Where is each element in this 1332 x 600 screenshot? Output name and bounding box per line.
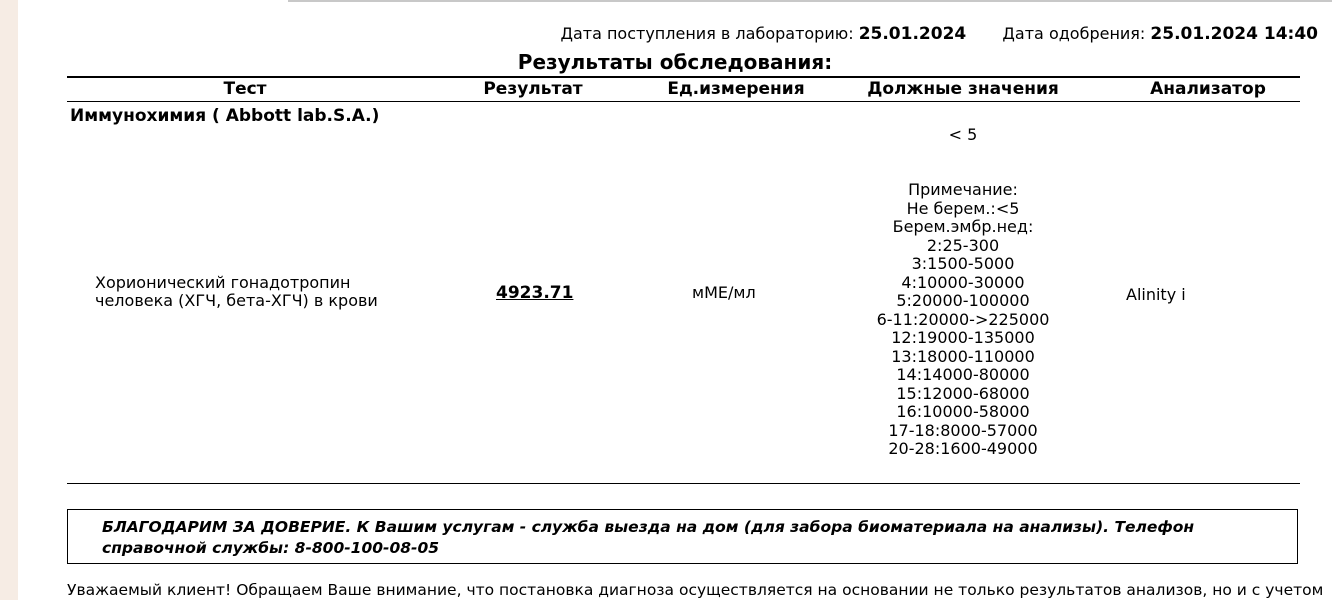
reference-note-line: 12:19000-135000 <box>891 328 1035 347</box>
notice-box: БЛАГОДАРИМ ЗА ДОВЕРИЕ. К Вашим услугам - служба выезда на дом (для забора биоматериала на анализы). Телефон справочной службы: 8-800-100-08-05 <box>67 509 1298 564</box>
reference-note-line: 14:14000-80000 <box>896 365 1030 384</box>
col-header-test: Тест <box>223 79 267 99</box>
lab-report-page <box>18 0 1332 600</box>
disclaimer-text: Уважаемый клиент! Обращаем Ваше внимание, что постановка диагноза осуществляется на основании не только результатов анализов, но и с учетом <box>67 581 1324 599</box>
unit-value: мМЕ/мл <box>692 283 756 302</box>
approved-date-label: Дата одобрения: <box>1002 24 1146 43</box>
report-dates <box>560 24 1318 44</box>
received-date-value: 25.01.2024 <box>858 24 967 44</box>
reference-note-line: Берем.эмбр.нед: <box>892 217 1034 236</box>
reference-note-line: Не берем.:<5 <box>906 198 1020 218</box>
col-header-result: Результат <box>483 79 583 99</box>
group-name: Иммунохимия ( Abbott lab.S.A.) <box>70 106 380 126</box>
approved-date-value: 25.01.2024 14:40 <box>1150 24 1318 44</box>
col-header-reference: Должные значения <box>867 79 1059 99</box>
table-header-rule <box>67 101 1300 102</box>
reference-note-line: Примечание: <box>908 180 1018 199</box>
reference-note-line: 4:10000-30000 <box>901 272 1025 292</box>
reference-note-line: 5:20000-100000 <box>896 291 1030 310</box>
reference-note-line: 17-18:8000-57000 <box>888 420 1038 440</box>
table-top-rule <box>67 76 1300 78</box>
reference-note-line: 16:10000-58000 <box>896 402 1030 421</box>
reference-note-line: 2:25-300 <box>926 235 1000 255</box>
test-name <box>95 274 378 310</box>
table-bottom-rule <box>67 483 1300 484</box>
reference-limit: < 5 <box>948 125 978 144</box>
test-name-line2: человека (ХГЧ, бета-ХГЧ) в крови <box>95 291 378 310</box>
reference-note <box>848 181 1078 459</box>
top-border <box>288 0 1332 2</box>
reference-note-line: 15:12000-68000 <box>896 383 1030 403</box>
reference-note-line: 3:1500-5000 <box>911 254 1015 273</box>
result-value: 4923.71 <box>496 283 574 303</box>
col-header-analyzer: Анализатор <box>1150 79 1266 99</box>
col-header-unit: Ед.измерения <box>667 79 805 99</box>
analyzer-value: Alinity i <box>1126 285 1186 304</box>
report-title: Результаты обследования: <box>517 50 833 74</box>
reference-note-line: 13:18000-110000 <box>891 346 1035 366</box>
test-name-line1: Хорионический гонадотропин <box>95 273 351 292</box>
received-date-label: Дата поступления в лабораторию: <box>560 24 854 43</box>
reference-note-line: 6-11:20000->225000 <box>876 309 1050 329</box>
reference-note-line: 20-28:1600-49000 <box>888 439 1038 458</box>
